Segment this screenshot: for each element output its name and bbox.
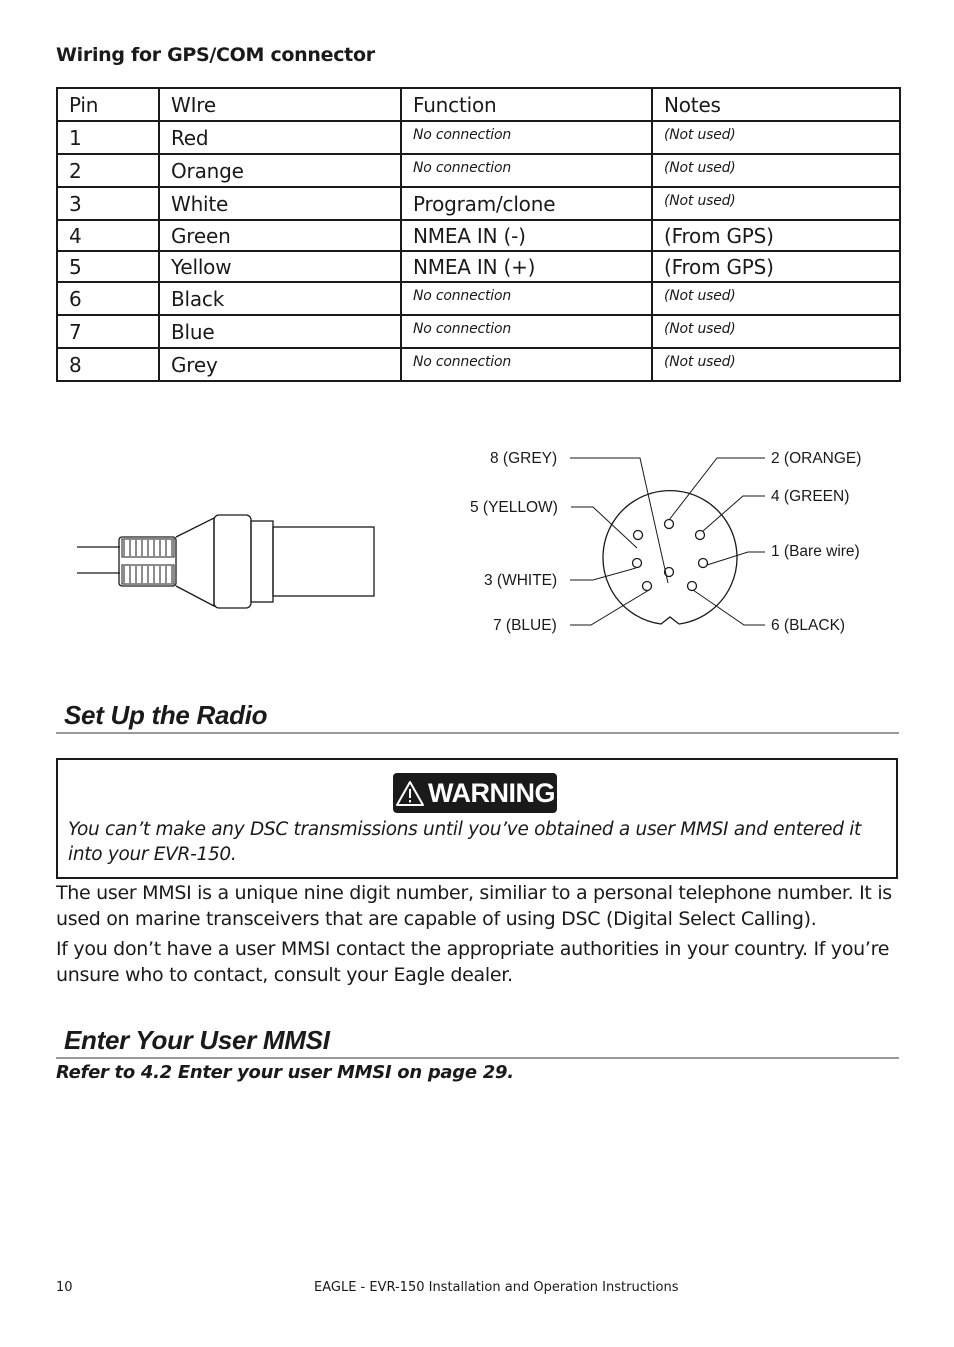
section-heading-wiring: Wiring for GPS/COM connector <box>56 44 375 66</box>
warning-text: You can’t make any DSC transmissions until you’ve obtained a user MMSI and entered it into your EVR-150. <box>68 819 862 865</box>
cell-notes: (Not used) <box>652 154 900 187</box>
cell-function: No connection <box>401 315 652 348</box>
table-row <box>57 187 900 220</box>
cell-pin: 6 <box>57 282 159 315</box>
cell-function: NMEA IN (-) <box>401 220 652 251</box>
cell-pin: 5 <box>57 251 159 282</box>
cell-function: No connection <box>401 154 652 187</box>
cell-pin: 2 <box>57 154 159 187</box>
cell-wire: White <box>159 187 401 220</box>
label-pin-7: 7 (BLUE) <box>493 617 557 634</box>
section-title-setup: Set Up the Radio <box>64 700 268 730</box>
cell-pin: 3 <box>57 187 159 220</box>
header-notes: Notes <box>652 88 900 121</box>
label-pin-6: 6 (BLACK) <box>771 617 846 634</box>
table-row <box>57 154 900 187</box>
warning-triangle-icon <box>395 780 425 807</box>
label-pin-3: 3 (WHITE) <box>484 572 558 589</box>
connector-diagram <box>60 435 890 650</box>
cell-wire: Yellow <box>159 251 401 282</box>
cell-function: No connection <box>401 282 652 315</box>
cell-wire: Blue <box>159 315 401 348</box>
reference-text: Refer to 4.2 Enter your user MMSI on page 29. <box>56 1062 514 1083</box>
label-pin-2: 2 (ORANGE) <box>771 450 862 467</box>
cell-function: NMEA IN (+) <box>401 251 652 282</box>
cell-notes: (Not used) <box>652 187 900 220</box>
cell-function: Program/clone <box>401 187 652 220</box>
cell-notes: (From GPS) <box>652 220 900 251</box>
table-row <box>57 282 900 315</box>
table-row <box>57 315 900 348</box>
connector-pin-face <box>570 458 765 625</box>
page-number: 10 <box>56 1280 73 1295</box>
label-pin-4: 4 (GREEN) <box>771 488 850 505</box>
table-header-row <box>57 88 900 121</box>
header-pin: Pin <box>57 88 159 121</box>
section-divider <box>56 1057 899 1059</box>
warning-box <box>56 758 898 879</box>
header-wire: WIre <box>159 88 401 121</box>
cell-notes: (From GPS) <box>652 251 900 282</box>
cell-notes: (Not used) <box>652 121 900 154</box>
cell-pin: 8 <box>57 348 159 381</box>
cell-pin: 4 <box>57 220 159 251</box>
cell-wire: Green <box>159 220 401 251</box>
cell-pin: 1 <box>57 121 159 154</box>
header-function: Function <box>401 88 652 121</box>
table-row <box>57 348 900 381</box>
connector-plug-side-view <box>77 515 374 608</box>
label-pin-5: 5 (YELLOW) <box>470 499 558 516</box>
cell-wire: Red <box>159 121 401 154</box>
cell-wire: Grey <box>159 348 401 381</box>
pin-6 <box>688 582 697 591</box>
pin-8 <box>665 520 674 529</box>
wiring-table <box>56 87 901 382</box>
cell-wire: Orange <box>159 154 401 187</box>
warning-badge <box>393 773 557 813</box>
cell-notes: (Not used) <box>652 315 900 348</box>
pin-3 <box>633 559 642 568</box>
cell-wire: Black <box>159 282 401 315</box>
label-pin-1: 1 (Bare wire) <box>771 543 860 560</box>
paragraph-mmsi-contact: If you don’t have a user MMSI contact the appropriate authorities in your country. If you’re unsure who to contact, consult your Eagle dealer. <box>56 938 890 986</box>
footer-title: EAGLE - EVR-150 Installation and Operation Instructions <box>314 1280 679 1295</box>
table-row <box>57 220 900 251</box>
cell-function: No connection <box>401 348 652 381</box>
label-pin-8: 8 (GREY) <box>490 450 558 467</box>
pin-5 <box>634 531 643 540</box>
pin-4 <box>696 531 705 540</box>
cell-pin: 7 <box>57 315 159 348</box>
paragraph-mmsi-description: The user MMSI is a unique nine digit number, similiar to a personal telephone number. It is used on marine transceivers that are capable of using DSC (Digital Select Calling). <box>56 882 892 930</box>
pin-7 <box>643 582 652 591</box>
table-row <box>57 121 900 154</box>
cell-notes: (Not used) <box>652 282 900 315</box>
warning-label: WARNING <box>428 777 555 808</box>
section-title-mmsi: Enter Your User MMSI <box>64 1025 330 1055</box>
connector-face-outline <box>603 491 737 624</box>
table-row <box>57 251 900 282</box>
cell-function: No connection <box>401 121 652 154</box>
section-divider <box>56 732 899 734</box>
pin-1 <box>699 559 708 568</box>
cell-notes: (Not used) <box>652 348 900 381</box>
